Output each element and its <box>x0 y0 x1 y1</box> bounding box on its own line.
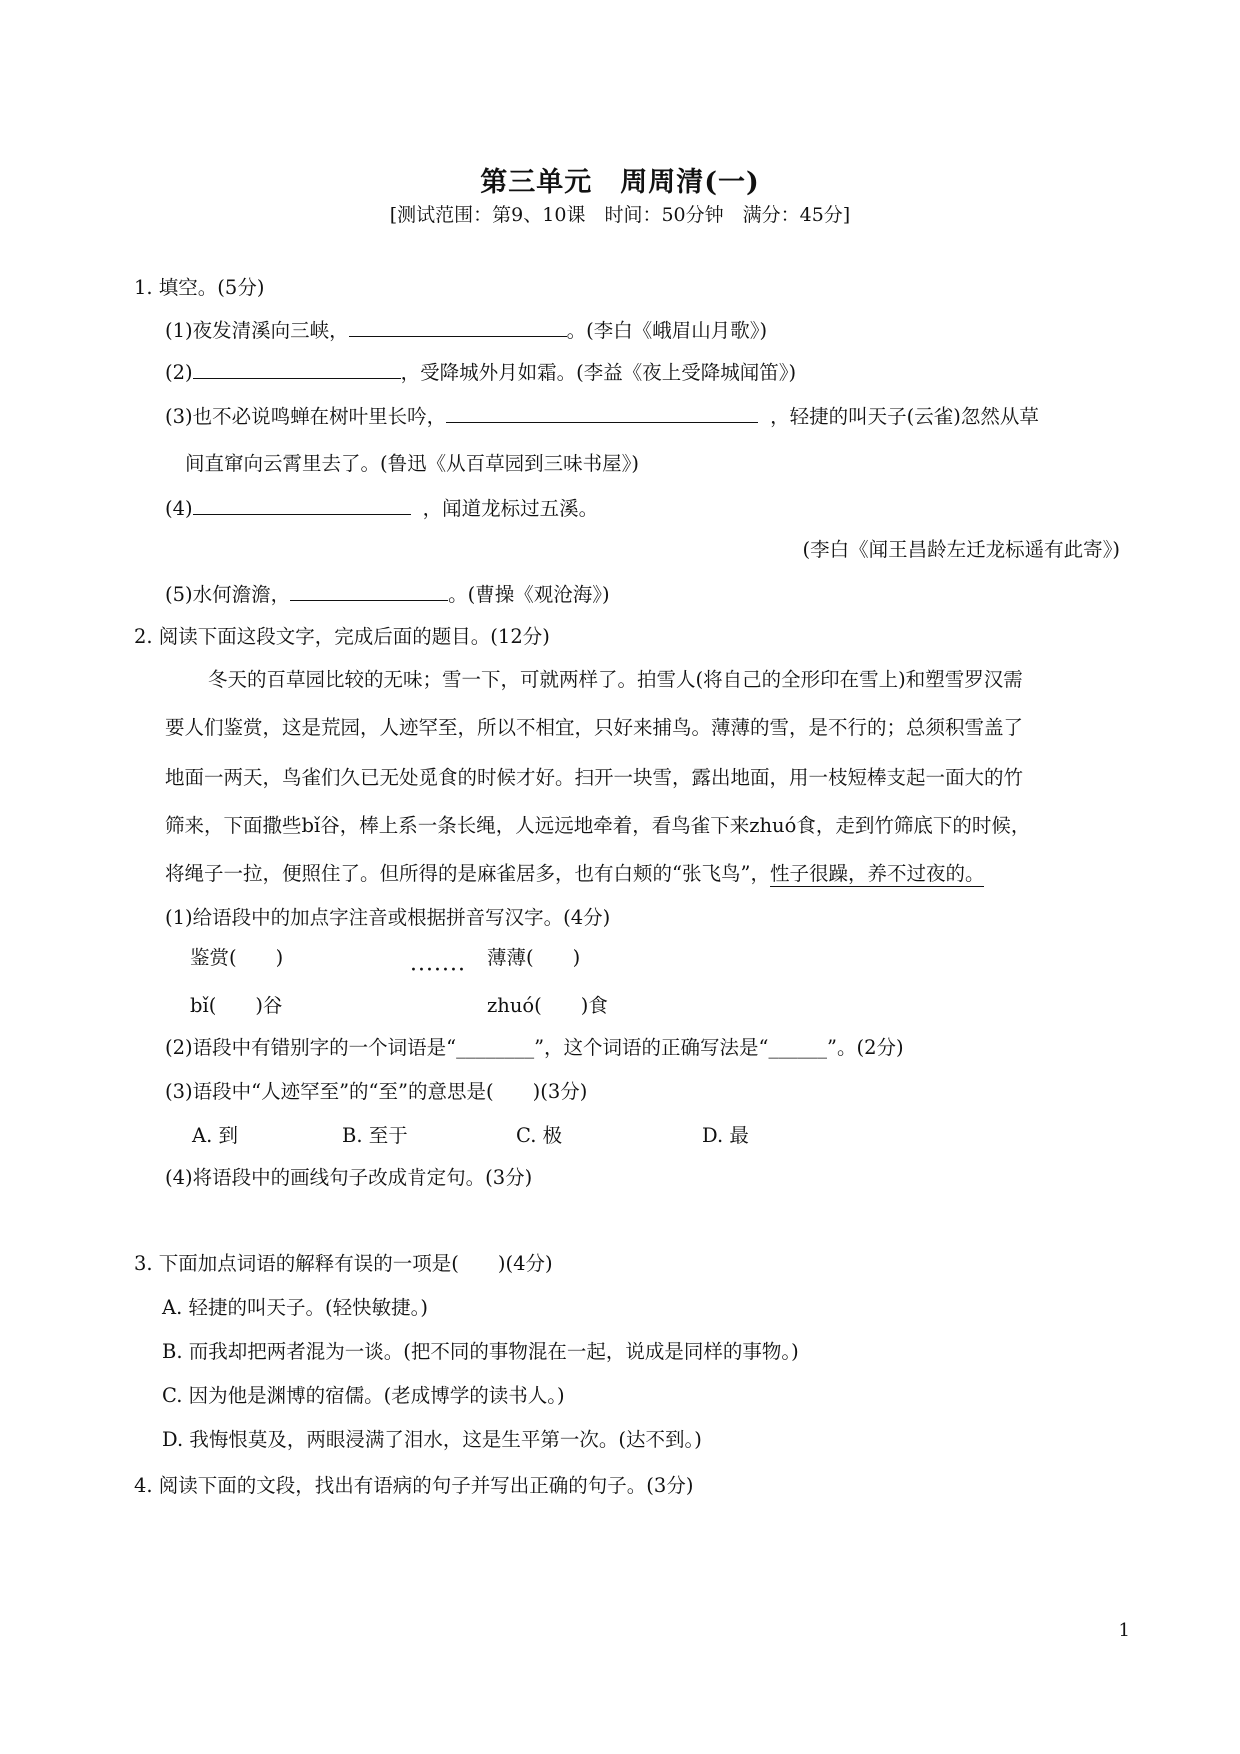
q1-item-5-text-b: 。(曹操《观沧海》) <box>448 583 610 606</box>
q1-item-3-text-a: (3)也不必说鸣蝉在树叶里长吟， <box>165 405 447 428</box>
q3-option-d[interactable]: D. 我悔恨莫及，两眼浸满了泪水，这是生平第一次。(达不到。) <box>162 1428 702 1451</box>
emphasis-dots: ······· <box>410 958 466 983</box>
q1-item-3 <box>165 404 1039 428</box>
q1-item-2-text-b: ，受降城外月如霜。(李益《夜上受降城闻笛》) <box>400 361 797 384</box>
q1-item-4-text-b: ，闻道龙标过五溪。 <box>422 497 599 520</box>
word-baobao[interactable]: 薄薄( ) <box>487 946 581 969</box>
q1-item-4-source: (李白《闻王昌龄左迁龙标遥有此寄》) <box>802 538 1120 561</box>
underlined-sentence: 性子很躁，养不过夜的。 <box>769 862 985 885</box>
answer-blank[interactable] <box>193 360 401 379</box>
q1-item-5-text-a: (5)水何澹澹， <box>165 583 291 606</box>
q4-stem: 4. 阅读下面的文段，找出有语病的句子并写出正确的句子。(3分) <box>134 1474 694 1497</box>
test-scope-subtitle: [测试范围：第9、10课 时间：50分钟 满分：45分] <box>389 204 851 226</box>
passage-line-5-text: 将绳子一拉，便照住了。但所得的是麻雀居多，也有白颊的“张飞鸟”， <box>165 862 770 885</box>
q2-option-b[interactable]: B. 至于 <box>342 1124 408 1147</box>
q1-item-1 <box>165 318 767 342</box>
q1-item-2-text-a: (2) <box>165 361 193 384</box>
answer-blank[interactable] <box>290 582 448 601</box>
word-bi-gu[interactable]: bǐ( )谷 <box>190 994 283 1017</box>
q1-item-3-continued: 间直窜向云霄里去了。(鲁迅《从百草园到三味书屋》) <box>185 452 639 475</box>
q2-sub-4: (4)将语段中的画线句子改成肯定句。(3分) <box>165 1166 533 1189</box>
q2-option-c[interactable]: C. 极 <box>516 1124 563 1147</box>
q2-option-a[interactable]: A. 到 <box>192 1124 238 1147</box>
q3-option-a[interactable]: A. 轻捷的叫天子。(轻快敏捷。) <box>162 1296 428 1319</box>
q1-item-5 <box>165 582 610 606</box>
q1-item-3-text-b: ，轻捷的叫天子(云雀)忽然从草 <box>770 405 1039 428</box>
answer-blank[interactable] <box>193 496 411 515</box>
q1-item-4-text-a: (4) <box>165 497 193 520</box>
q1-stem: 1. 填空。(5分) <box>134 276 265 299</box>
passage-line-2: 要人们鉴赏，这是荒园，人迹罕至，所以不相宜，只好来捕鸟。薄薄的雪，是不行的；总须积雪盖了 <box>165 716 1024 739</box>
word-jianshang[interactable]: 鉴赏( ) <box>190 946 284 969</box>
passage-line-4: 筛来，下面撒些bǐ谷，棒上系一条长绳，人远远地牵着，看鸟雀下来zhuó食，走到竹筛底下的时候， <box>165 814 1031 837</box>
q2-sub-2: (2)语段中有错别字的一个词语是“________”，这个词语的正确写法是“______”。(2分) <box>165 1036 904 1059</box>
page-title: 第三单元 周周清(一) <box>480 167 760 198</box>
q1-item-1-text-b: 。(李白《峨眉山月歌》) <box>566 319 768 342</box>
q3-option-b[interactable]: B. 而我却把两者混为一谈。(把不同的事物混在一起，说成是同样的事物。) <box>162 1340 799 1363</box>
passage-line-1: 冬天的百草园比较的无味；雪一下，可就两样了。拍雪人(将自己的全形印在雪上)和塑雪罗汉需 <box>208 668 1023 691</box>
word-zhuo-shi[interactable]: zhuó( )食 <box>487 994 608 1017</box>
q2-sub-1: (1)给语段中的加点字注音或根据拼音写汉字。(4分) <box>165 906 611 929</box>
answer-blank[interactable] <box>446 404 758 423</box>
q2-option-d[interactable]: D. 最 <box>702 1124 749 1147</box>
q1-item-4 <box>165 496 598 520</box>
q2-sub-3: (3)语段中“人迹罕至”的“至”的意思是( )(3分) <box>165 1080 588 1103</box>
q3-option-c[interactable]: C. 因为他是渊博的宿儒。(老成博学的读书人。) <box>162 1384 565 1407</box>
q1-item-2 <box>165 360 796 384</box>
passage-line-3: 地面一两天，鸟雀们久已无处觅食的时候才好。扫开一块雪，露出地面，用一枝短棒支起一面大的竹 <box>165 766 1024 789</box>
q3-stem: 3. 下面加点词语的解释有误的一项是( )(4分) <box>134 1252 553 1275</box>
passage-line-5 <box>165 862 984 885</box>
page-number: 1 <box>1118 1620 1130 1641</box>
answer-blank[interactable] <box>349 318 567 337</box>
q2-stem: 2. 阅读下面这段文字，完成后面的题目。(12分) <box>134 625 550 648</box>
q1-item-1-text-a: (1)夜发清溪向三峡， <box>165 319 349 342</box>
